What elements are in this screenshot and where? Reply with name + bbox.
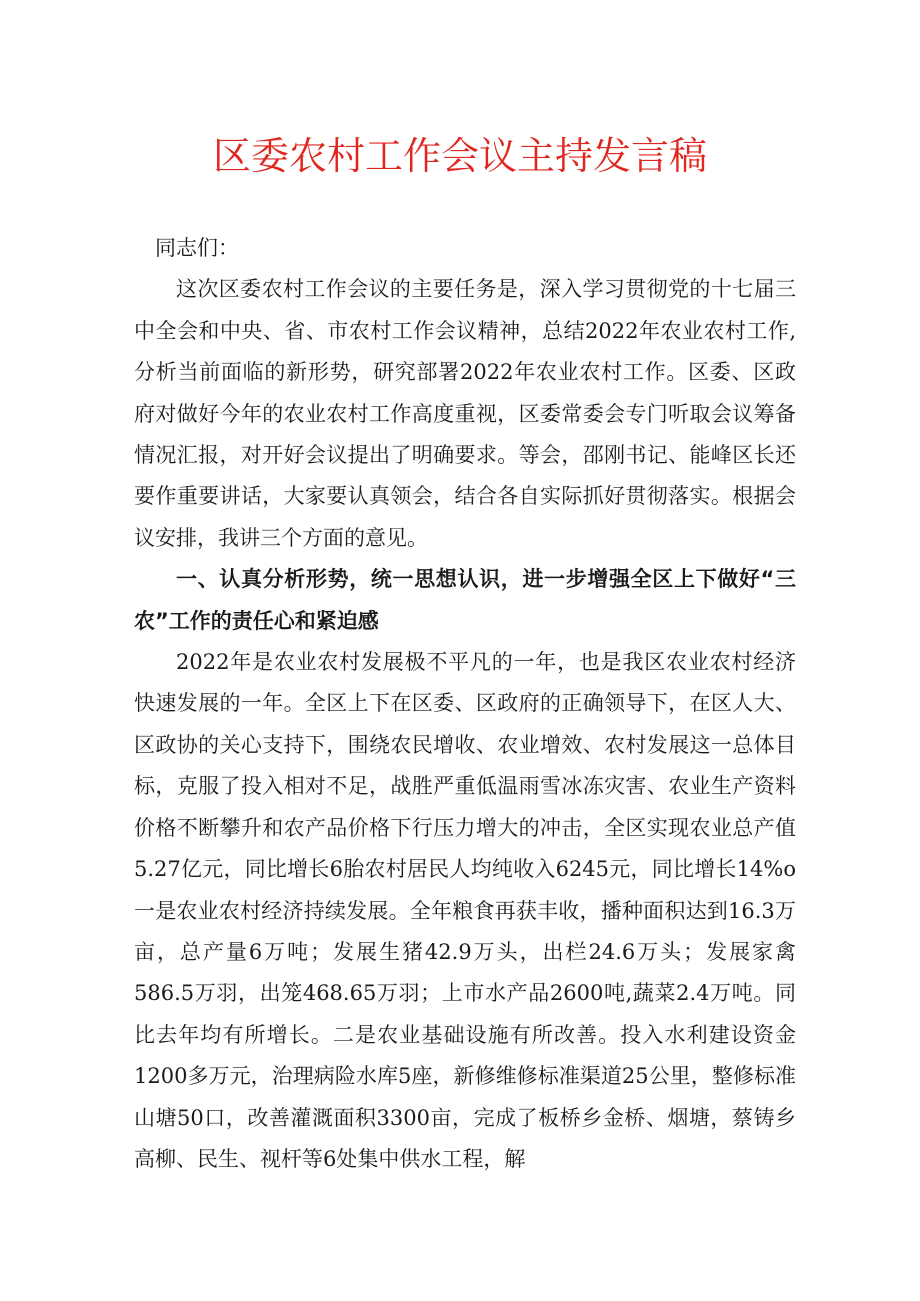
- paragraph-intro: 这次区委农村工作会议的主要任务是，深入学习贯彻党的十七届三中全会和中央、省、市农村工作会议精神，总结2022年农业农村工作,分析当前面临的新形势，研究部署2022年农业农村工作。区委、区政府对做好今年的农业农村工作高度重视，区委常委会专门听取会议筹备情况汇报，对开好会议提出了明确要求。等会，邵刚书记、能峰区长还要作重要讲话，大家要认真领会，结合各自实际抓好贯彻落实。根据会议安排，我讲三个方面的意见。: [134, 277, 796, 550]
- salutation: 同志们：: [155, 236, 239, 260]
- document-body: [134, 228, 796, 1180]
- document-title: 区委农村工作会议主持发言稿: [212, 134, 707, 178]
- section-heading-1: 一、认真分析形势，统一思想认识，进一步增强全区上下做好“三农”工作的责任心和紧迫感: [134, 567, 796, 633]
- paragraph-2: 2022年是农业农村发展极不平凡的一年，也是我区农业农村经济快速发展的一年。全区上下在区委、区政府的正确领导下，在区人大、区政协的关心支持下，围绕农民增收、农业增效、农村发展这一总体目标，克服了投入相对不足，战胜严重低温雨雪冰冻灾害、农业生产资料价格不断攀升和农产品价格下行压力增大的冲击，全区实现农业总产值5.27亿元，同比增长6胎农村居民人均纯收入6245元，同比增长14%o一是农业农村经济持续发展。全年粮食再获丰收，播种面积达到16.3万亩，总产量6万吨；发展生猪42.9万头，出栏24.6万头；发展家禽586.5万羽，出笼468.65万羽；上市水产品2600吨,蔬菜2.4万吨。同比去年均有所增长。二是农业基础设施有所改善。投入水利建设资金1200多万元，治理病险水库5座，新修维修标准渠道25公里，整修标准山塘50口，改善灌溉面积3300亩，完成了板桥乡金桥、烟塘，蔡铸乡高柳、民生、视杆等6处集中供水工程，解: [134, 650, 796, 1171]
